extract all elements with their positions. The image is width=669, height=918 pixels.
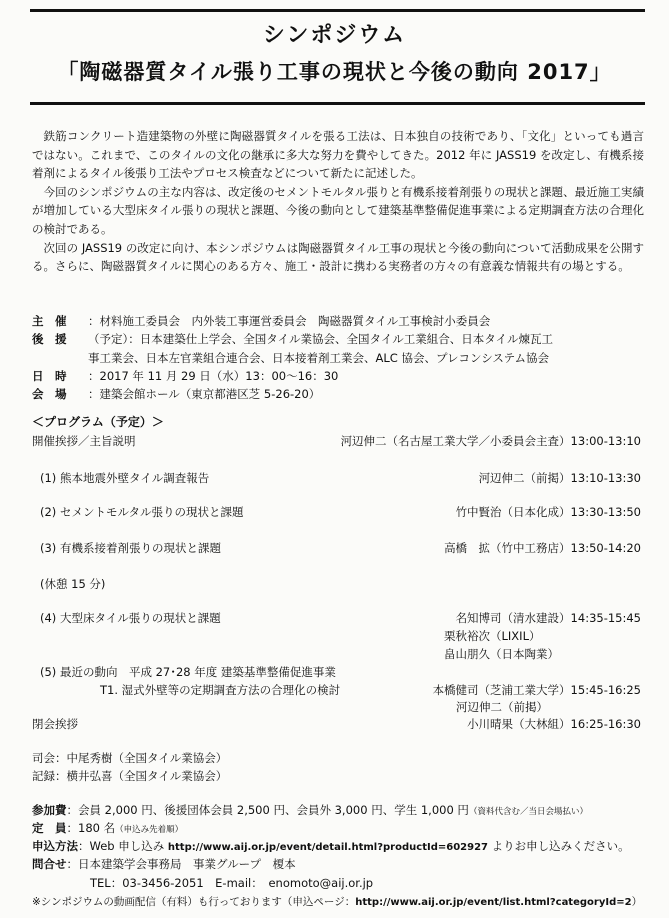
fee-value: ：会員 2,000 円、後援団体会員 2,500 円、会員外 3,000 円、学生 1,000 円 <box>66 803 469 817</box>
program-speaker-4a: 名知博司（清水建設）14:35-15:45 <box>455 611 641 625</box>
program-item-2: (2) セメントモルタル張りの現状と課題 <box>40 505 244 519</box>
fee-label: 参加費 <box>32 803 67 817</box>
top-rule <box>30 9 645 12</box>
program-item-5-sub: T1. 湿式外壁等の定期調査方法の合理化の検討 <box>100 683 341 697</box>
intro-text <box>32 127 644 276</box>
program-item-5: (5) 最近の動向 平成 27･28 年度 建築基準整備促進事業 <box>40 665 336 679</box>
support-label: 後 援 <box>32 332 67 347</box>
video-note: ※シンポジウムの動画配信（有料）も行っております（申込ページ： <box>32 896 356 908</box>
opening-speaker: 河辺伸二（名古屋工業大学／小委員会主査）13:00-13:10 <box>340 434 641 448</box>
date-row <box>32 367 644 385</box>
contact-row <box>32 856 296 872</box>
program-speaker-4b: 栗秋裕次（LIXIL） <box>444 629 541 643</box>
program-speaker-1: 河辺伸二（前掲）13:10-13:30 <box>478 471 641 485</box>
program-speaker-4c: 畠山朋久（日本陶業） <box>444 647 559 661</box>
venue-label: 会 場 <box>32 387 67 402</box>
video-link[interactable]: http://www.aij.or.jp/event/list.html?categoryId=2 <box>355 897 632 908</box>
program-speaker-5a: 本橋健司（芝浦工業大学）15:45-16:25 <box>432 683 641 697</box>
program-item-4: (4) 大型床タイル張りの現状と課題 <box>40 611 221 625</box>
venue-row <box>32 385 644 403</box>
page-title: シンポジウム <box>262 23 407 48</box>
capacity-row <box>32 820 183 836</box>
program-heading: ＜プログラム（予定）＞ <box>32 415 164 429</box>
support-row <box>32 330 644 367</box>
date-value: ：2017 年 11 月 29 日（水）13：00〜16：30 <box>88 368 339 383</box>
capacity-value: ：180 名 <box>66 821 116 835</box>
program-speaker-5b: 河辺伸二（前掲） <box>456 700 548 714</box>
tel-email: TEL：03-3456-2051 E-mail： enomoto@aij.or.jp <box>90 876 374 890</box>
support-value: （予定）：日本建築仕上学会、全国タイル業協会、全国タイル工業組合、日本タイル煉瓦工 事工業会、日本左官業組合連合会、日本接着剤工業会、ALC 協会、プレコンシステム協会 <box>88 332 554 365</box>
intro-paragraph-2: 今回のシンポジウムの主な内容は、改定後のセメントモルタル張りと有機系接着剤張りの現状と課題、最近施工実績が増加している大型床タイル張りの現状と課題、今後の動向として建築基準整備促進事業による定期調査方法の合理化の検討である。 <box>32 184 644 236</box>
event-info <box>32 312 644 403</box>
closing-speaker: 小川晴果（大林組）16:25-16:30 <box>467 717 641 731</box>
apply-label: 申込方法 <box>32 839 78 853</box>
apply-link[interactable]: http://www.aij.or.jp/event/detail.html?productId=602927 <box>167 842 488 853</box>
mc: 司会：中尾秀樹（全国タイル業協会） <box>32 751 228 765</box>
recorder: 記録：横井弘喜（全国タイル業協会） <box>32 769 228 783</box>
apply-suffix: よりお申し込みください。 <box>491 839 630 853</box>
opening-title: 開催挨拶／主旨説明 <box>32 434 136 448</box>
date-label: 日 時 <box>32 368 67 383</box>
title-rule <box>30 102 645 105</box>
contact-label: 問合せ <box>32 857 67 871</box>
capacity-label: 定 員 <box>32 821 67 835</box>
program-speaker-2: 竹中賢治（日本化成）13:30-13:50 <box>455 505 641 519</box>
host-value: ：材料施工委員会 内外装工事運営委員会 陶磁器質タイル工事検討小委員会 <box>88 314 491 328</box>
apply-value: ：Web 申し込み <box>78 839 165 853</box>
venue-value: ：建築会館ホール（東京都港区芝 5-26-20） <box>88 387 321 402</box>
host-label: 主 催 <box>32 314 67 328</box>
contact-value: ：日本建築学会事務局 事業グループ 榎本 <box>66 857 296 871</box>
fee-note: （資料代含む／当日会場払い） <box>468 807 588 817</box>
intro-paragraph-1: 鉄筋コンクリート造建築物の外壁に陶磁器質タイルを張る工法は、日本独自の技術であり、「文化」といっても過言ではない。これまで、このタイルの文化の継承に多大な努力を費やしてきた。2012 年に JASS19 を改定し、有機系接着剤によるタイル後張り工法やプロセス検査などについて新たに記述した。 <box>32 129 644 181</box>
program-speaker-3: 高橋 拡（竹中工務店）13:50-14:20 <box>444 541 641 555</box>
host-row <box>32 312 644 330</box>
closing-title: 閉会挨拶 <box>32 717 78 731</box>
video-note-row: ※シンポジウムの動画配信（有料）も行っております（申込ページ：http://www.aij.or.jp/event/list.html?categoryId=2） <box>32 896 643 908</box>
program-break: (休憩 15 分) <box>40 577 106 591</box>
page-subtitle: 「陶磁器質タイル張り工事の現状と今後の動向 2017」 <box>57 60 612 84</box>
program-item-3: (3) 有機系接着剤張りの現状と課題 <box>40 541 221 555</box>
apply-row <box>32 838 630 854</box>
program-item-1: (1) 熊本地震外壁タイル調査報告 <box>40 471 210 485</box>
capacity-note: （申込み先着順） <box>115 825 184 835</box>
fee-row <box>32 802 588 818</box>
intro-paragraph-3: 次回の JASS19 の改定に向け、本シンポジウムは陶磁器質タイル工事の現状と今後の動向について活動成果を公開する。さらに、陶磁器質タイルに関心のある方々、施工・設計に携わる実務者の方々の有意義な情報共有の場とする。 <box>32 240 645 274</box>
